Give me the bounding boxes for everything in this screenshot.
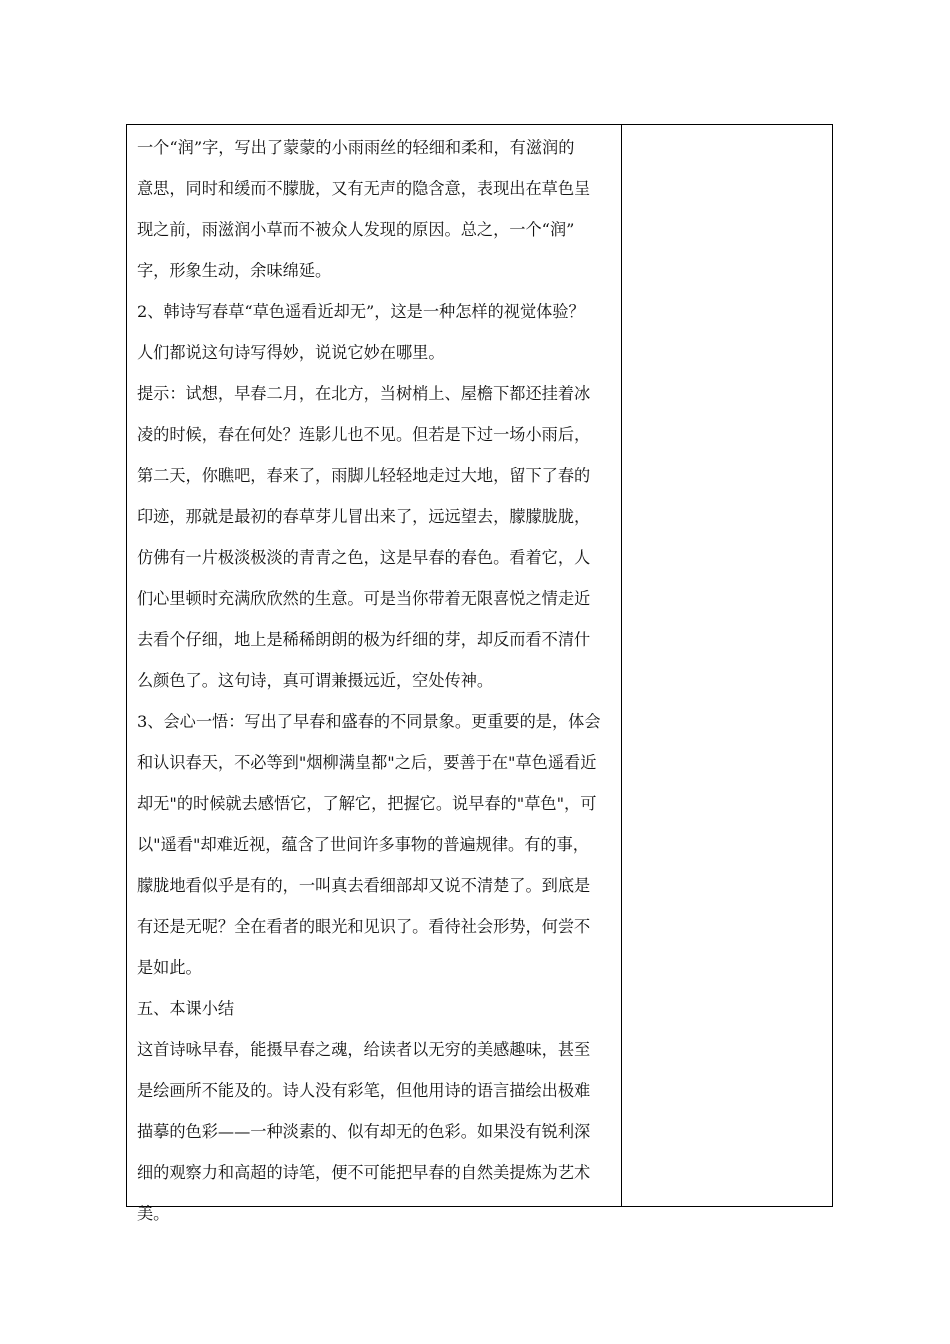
text-line: 们心里顿时充满欣欣然的生意。可是当你带着无限喜悦之情走近 bbox=[137, 589, 591, 608]
summary-line: 这首诗咏早春，能摄早春之魂，给读者以无穷的美感趣味，甚至 bbox=[137, 1040, 591, 1059]
summary-line: 是绘画所不能及的。诗人没有彩笔，但他用诗的语言描绘出极难 bbox=[137, 1081, 591, 1100]
lesson-table bbox=[126, 124, 833, 1223]
text-line: 字，形象生动，余味绵延。 bbox=[137, 261, 332, 280]
summary-line: 美。 bbox=[137, 1204, 170, 1223]
summary-line: 描摹的色彩——一种淡素的、似有却无的色彩。如果没有锐利深 bbox=[137, 1122, 591, 1141]
text-line: 有还是无呢？全在看者的眼光和见识了。看待社会形势，何尝不 bbox=[137, 917, 591, 936]
text-line: 以"遥看"却难近视，蕴含了世间许多事物的普遍规律。有的事， bbox=[137, 835, 589, 854]
text-line: 么颜色了。这句诗，真可谓兼摄远近，空处传神。 bbox=[137, 671, 494, 690]
content-cell bbox=[127, 125, 622, 1223]
text-line: 意思，同时和缓而不朦胧，又有无声的隐含意，表现出在草色呈 bbox=[137, 179, 591, 198]
text-line: 朦胧地看似乎是有的，一叫真去看细部却又说不清楚了。到底是 bbox=[137, 876, 591, 895]
notes-cell bbox=[622, 125, 832, 1206]
hint-line: 提示：试想，早春二月，在北方，当树梢上、屋檐下都还挂着冰 bbox=[137, 384, 591, 403]
section-heading: 五、本课小结 bbox=[137, 999, 235, 1018]
text-line: 和认识春天，不必等到"烟柳满皇都"之后，要善于在"草色遥看近 bbox=[137, 753, 597, 772]
text-line: 却无"的时候就去感悟它，了解它，把握它。说早春的"草色"，可 bbox=[137, 794, 597, 813]
text-line: 去看个仔细，地上是稀稀朗朗的极为纤细的芽，却反而看不清什 bbox=[137, 630, 591, 649]
text-line: 仿佛有一片极淡极淡的青青之色，这是早春的春色。看着它，人 bbox=[137, 548, 591, 567]
text-line: 人们都说这句诗写得妙，说说它妙在哪里。 bbox=[137, 343, 445, 362]
text-line: 现之前，雨滋润小草而不被众人发现的原因。总之，一个“润” bbox=[137, 220, 575, 239]
text-line: 凌的时候，春在何处？连影儿也不见。但若是下过一场小雨后， bbox=[137, 425, 591, 444]
summary-line: 细的观察力和高超的诗笔，便不可能把早春的自然美提炼为艺术 bbox=[137, 1163, 591, 1182]
text-line: 印迹，那就是最初的春草芽儿冒出来了，远远望去，朦朦胧胧， bbox=[137, 507, 591, 526]
question-2-line: 2、韩诗写春草“草色遥看近却无”，这是一种怎样的视觉体验？ bbox=[137, 302, 585, 321]
question-3-line: 3、会心一悟：写出了早春和盛春的不同景象。更重要的是，体会 bbox=[137, 712, 601, 731]
text-line: 一个“润”字，写出了蒙蒙的小雨雨丝的轻细和柔和，有滋润的 bbox=[137, 138, 575, 157]
text-line: 第二天，你瞧吧，春来了，雨脚儿轻轻地走过大地，留下了春的 bbox=[137, 466, 591, 485]
text-line: 是如此。 bbox=[137, 958, 202, 977]
